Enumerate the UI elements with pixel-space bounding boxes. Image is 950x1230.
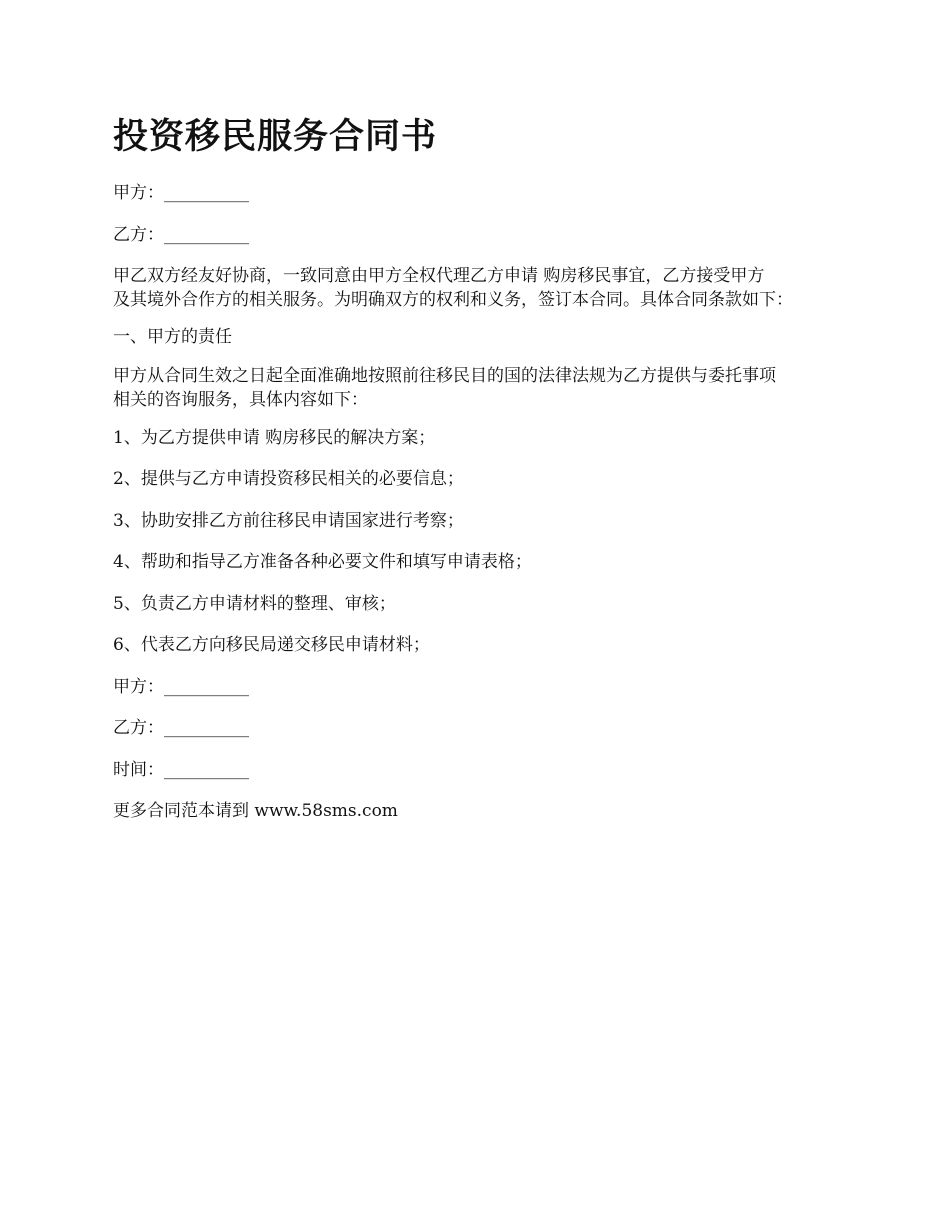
section-heading: 一、甲方的责任 — [113, 327, 232, 347]
sign-party-b: 乙方：__________ — [113, 718, 249, 738]
sign-party-a: 甲方：__________ — [113, 677, 249, 697]
sign-time: 时间：__________ — [113, 760, 249, 780]
intro-line-1: 甲乙双方经友好协商，一致同意由甲方全权代理乙方申请 购房移民事宜，乙方接受甲方 — [113, 266, 765, 286]
intro-line-2: 及其境外合作方的相关服务。为明确双方的权利和义务，签订本合同。具体合同条款如下： — [113, 290, 793, 310]
section-line-2: 相关的咨询服务，具体内容如下： — [113, 390, 368, 410]
intro-paragraph — [113, 264, 853, 312]
list-item: 1、为乙方提供申请 购房移民的解决方案； — [113, 428, 436, 448]
party-a-line: 甲方：__________ — [113, 183, 249, 203]
section-paragraph — [113, 364, 853, 412]
section-line-1: 甲方从合同生效之日起全面准确地按照前往移民目的国的法律法规为乙方提供与委托事项 — [113, 366, 776, 386]
list-item: 2、提供与乙方申请投资移民相关的必要信息； — [113, 469, 464, 489]
list-item: 6、代表乙方向移民局递交移民申请材料； — [113, 635, 430, 655]
list-item: 4、帮助和指导乙方准备各种必要文件和填写申请表格； — [113, 552, 532, 572]
party-b-line: 乙方：__________ — [113, 225, 249, 245]
list-item: 5、负责乙方申请材料的整理、审核； — [113, 594, 396, 614]
list-item: 3、协助安排乙方前往移民申请国家进行考察； — [113, 511, 464, 531]
footer-link-text: 更多合同范本请到 www.58sms.com — [113, 801, 398, 821]
document-title: 投资移民服务合同书 — [113, 116, 438, 157]
